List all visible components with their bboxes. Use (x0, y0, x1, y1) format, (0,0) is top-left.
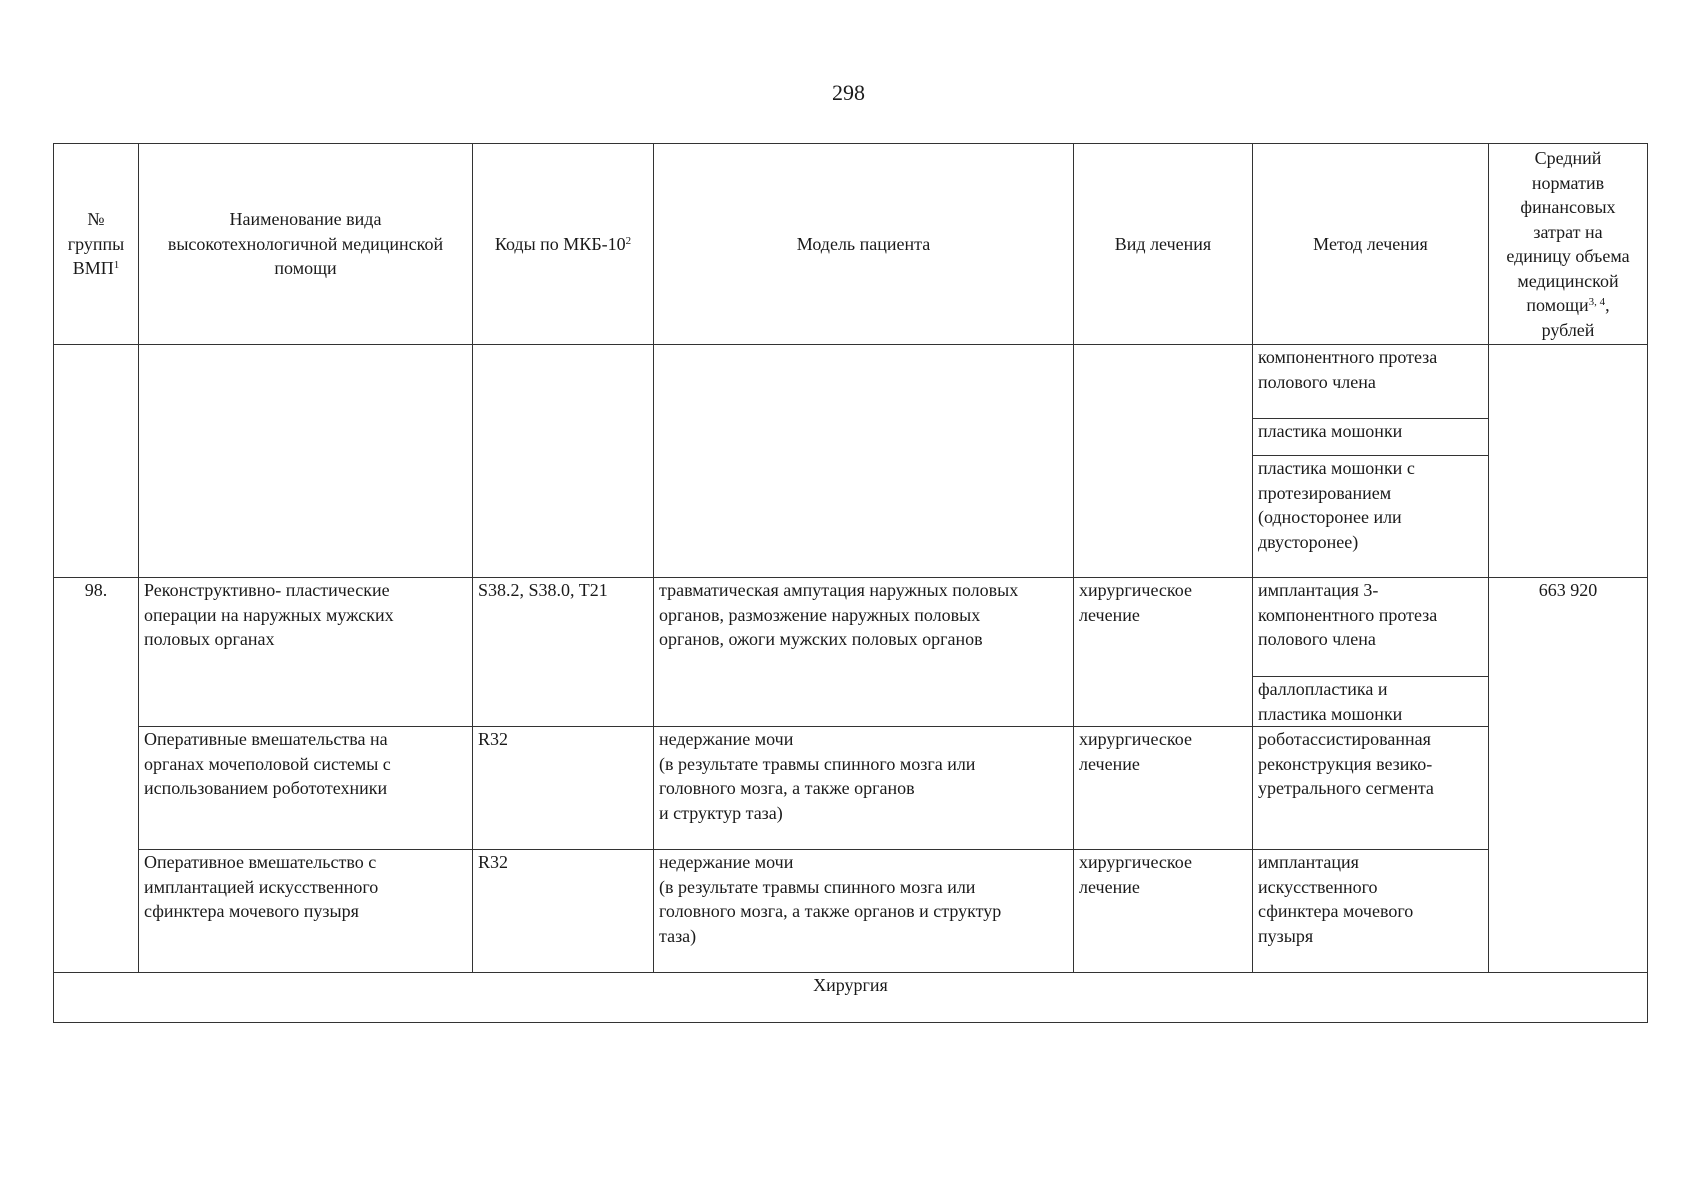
header-treatment-method: Метод лечения (1253, 144, 1489, 345)
average-cost-cell (1489, 345, 1648, 578)
patient-model-cell: недержание мочи (в результате травмы спинного мозга или головного мозга, а также органов и структур таза) (654, 850, 1074, 973)
header-icd-codes: Коды по МКБ-$10^2$ (473, 144, 654, 345)
header-care-name: Наименование вида высокотехнологичной медицинской помощи (139, 144, 473, 345)
icd-codes-cell: R32 (473, 727, 654, 850)
icd-codes-cell (473, 345, 654, 578)
table-row (54, 850, 1648, 973)
treatment-type-cell: хирургическое лечение (1074, 727, 1253, 850)
icd-codes-cell: S38.2, S38.0, T21 (473, 578, 654, 727)
care-name-cell: Реконструктивно- пластические операции на наружных мужских половых органах (139, 578, 473, 727)
header-average-cost: Средний норматив финансовых затрат на единицу объема медицинской помощи$^{3, 4}$, рублей (1489, 144, 1648, 345)
header-row (54, 144, 1648, 345)
average-cost-cell: 663 920 (1489, 578, 1648, 973)
table-row (54, 578, 1648, 677)
treatment-method-cell: имплантация искусственного сфинктера мочевого пузыря (1253, 850, 1489, 973)
treatment-method-cell: пластика мошонки с протезированием (односторонее или двусторонее) (1253, 456, 1489, 578)
group-number-cell: 98. (54, 578, 139, 973)
group-number-cell (54, 345, 139, 578)
treatment-method-cell: имплантация 3- компонентного протеза полового члена (1253, 578, 1489, 677)
care-name-cell: Оперативные вмешательства на органах мочеполовой системы с использованием робототехники (139, 727, 473, 850)
header-group-number: № группы ВМП$^1$ (54, 144, 139, 345)
page-number: 298 (832, 80, 865, 105)
care-name-cell (139, 345, 473, 578)
treatment-method-cell: роботассистированная реконструкция везико- уретрального сегмента (1253, 727, 1489, 850)
table-row (54, 727, 1648, 850)
patient-model-cell: травматическая ампутация наружных половых органов, размозжение наружных половых органов, ожоги мужских половых органов (654, 578, 1074, 727)
treatment-type-cell: хирургическое лечение (1074, 850, 1253, 973)
patient-model-cell (654, 345, 1074, 578)
treatment-type-cell (1074, 345, 1253, 578)
care-name-cell: Оперативное вмешательство с имплантацией искусственного сфинктера мочевого пузыря (139, 850, 473, 973)
treatment-method-cell: пластика мошонки (1253, 419, 1489, 456)
header-treatment-type: Вид лечения (1074, 144, 1253, 345)
treatment-method-cell: компонентного протеза полового члена (1253, 345, 1489, 419)
table-row (54, 345, 1648, 419)
header-patient-model: Модель пациента (654, 144, 1074, 345)
section-row (54, 973, 1648, 1023)
treatment-method-cell: фаллопластика и пластика мошонки (1253, 677, 1489, 727)
vmp-table (53, 143, 1648, 1023)
treatment-type-cell: хирургическое лечение (1074, 578, 1253, 727)
icd-codes-cell: R32 (473, 850, 654, 973)
patient-model-cell: недержание мочи (в результате травмы спинного мозга или головного мозга, а также органов и структур таза) (654, 727, 1074, 850)
section-title: Хирургия (54, 973, 1648, 1023)
